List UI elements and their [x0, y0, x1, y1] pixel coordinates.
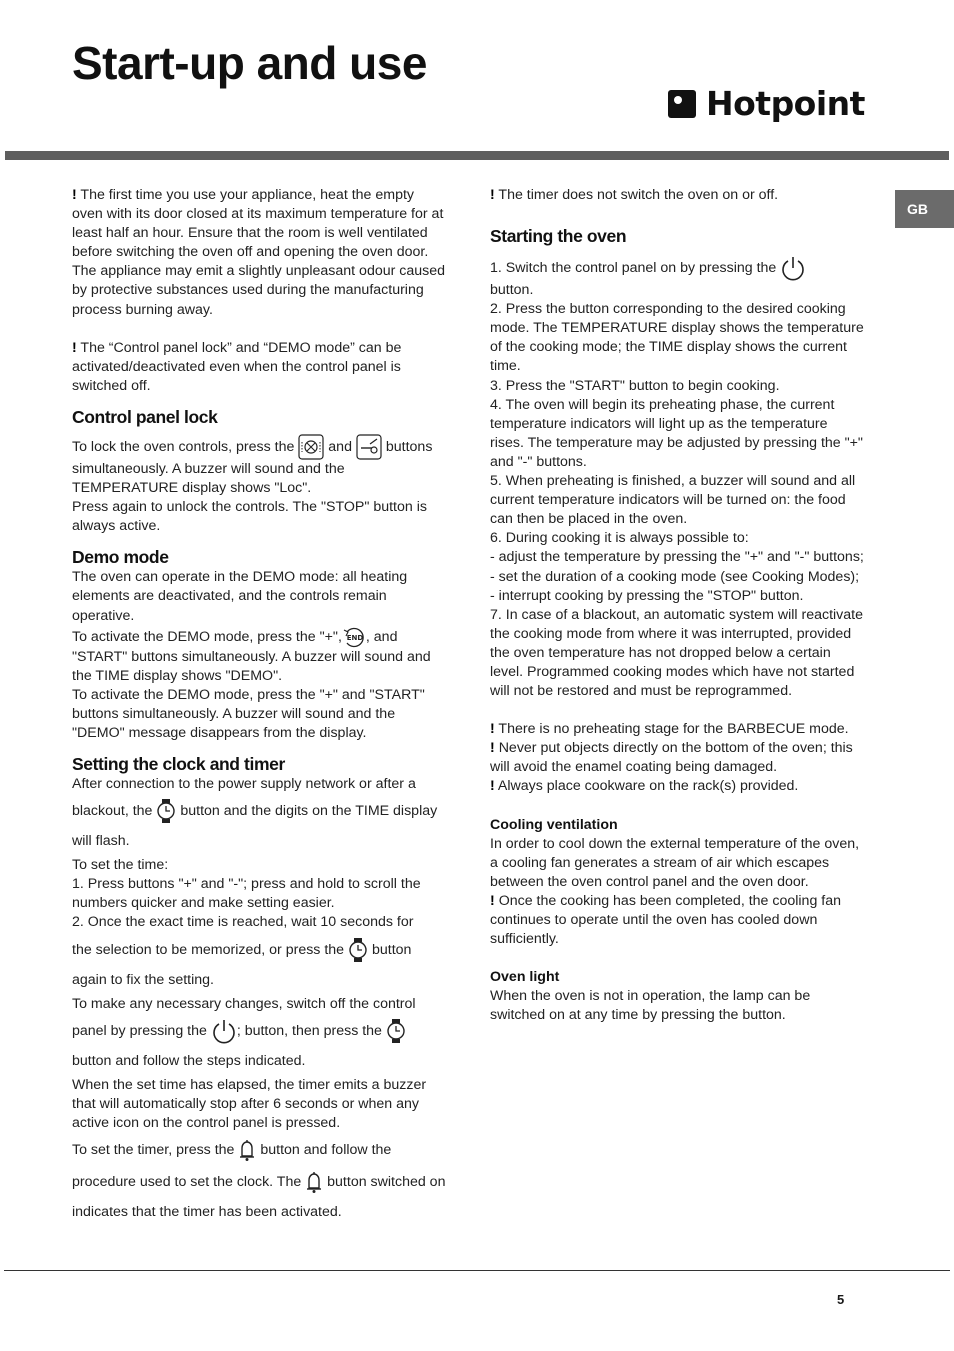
clock-text-3: To set the time: — [72, 857, 169, 874]
timer-note: ! The timer does not switch the oven on or off. — [490, 187, 779, 203]
start-step-6a: - adjust the temperature by pressing the "+" and "-" buttons; — [490, 549, 864, 566]
control-panel-lock-text: To lock the oven controls, press the and buttons simultaneously. A buzzer will sound and the TEMPERATURE display shows "Loc". — [72, 434, 446, 498]
language-tab: GB — [895, 190, 954, 228]
clock-text-5: 2. Once the exact time is reached, wait 10 seconds for — [72, 914, 414, 931]
clock-text-10: To set the timer, press the button and follow the — [72, 1135, 446, 1165]
start-step-2: 2. Press the button corresponding to the desired cooking mode. The TEMPERATURE display shows the temperature of the cooking mode; the TIME display shows the current time. — [490, 301, 864, 375]
cooling-ventilation-heading: Cooling ventilation — [490, 816, 618, 833]
control-panel-unlock-text: Press again to unlock the controls. The "STOP" button is always active. — [72, 499, 427, 535]
start-step-1: 1. Switch the control panel on by pressing the button. — [490, 255, 864, 300]
header-rule — [5, 151, 949, 160]
clock-text-7: To make any necessary changes, switch off the control — [72, 995, 416, 1012]
lock-demo-note: ! The “Control panel lock” and “DEMO mode” can be activated/deactivated even when the control panel is switched off. — [72, 339, 402, 394]
oven-light-heading: Oven light — [490, 969, 560, 986]
brand-logo — [668, 86, 865, 122]
probe-button-icon — [356, 434, 382, 460]
clock-text-2: blackout, the button and the digits on the TIME display will flash. — [72, 796, 446, 856]
control-panel-lock-heading: Control panel lock — [72, 406, 218, 427]
demo-mode-text-1: The oven can operate in the DEMO mode: all heating elements are deactivated, and the controls remain operative. — [72, 569, 408, 624]
clock-text-1: After connection to the power supply network or after a — [72, 776, 416, 793]
bell-icon — [238, 1138, 256, 1162]
power-icon — [211, 1018, 237, 1044]
start-step-5: 5. When preheating is finished, a buzzer will sound and all current temperature indicators will be turned on: the food can then be placed in the oven. — [490, 473, 856, 528]
start-step-4: 4. The oven will begin its preheating phase, the current temperature indicators will light up as the temperature rises. The temperature may be adjusted by pressing the "+" and "-" buttons. — [490, 396, 863, 470]
start-step-6b: - set the duration of a cooking mode (see Cooking Modes); — [490, 568, 860, 585]
clock-icon — [348, 937, 368, 963]
barbecue-note: ! There is no preheating stage for the BARBECUE mode. — [490, 721, 849, 738]
svg-text:END: END — [346, 633, 364, 642]
enamel-note: ! Never put objects directly on the bottom of the oven; this will avoid the enamel coating being damaged. — [490, 740, 853, 776]
clock-icon — [386, 1018, 406, 1044]
page-title: Start-up and use — [72, 37, 427, 89]
start-step-6c: - interrupt cooking by pressing the "STOP" button. — [490, 587, 804, 604]
demo-mode-text-2: To activate the DEMO mode, press the "+", END , and "START" buttons simultaneously. A buzzer will sound and the TIME display shows "DEMO". — [72, 626, 446, 686]
clock-icon — [156, 798, 176, 824]
first-use-note: ! The first time you use your appliance, heat the empty oven with its door closed at its maximum temperature for at least half an hour. Ensure that the room is well ventilated before switching the oven off and opening the oven door. The appliance may emit a slightly unpleasant odour caused by protective substances used during the manufacturing process burning away. — [72, 187, 446, 318]
hotpoint-logo-icon — [668, 90, 696, 118]
demo-mode-heading: Demo mode — [72, 547, 169, 568]
footer-rule — [4, 1270, 950, 1271]
page-number: 5 — [837, 1292, 845, 1307]
fan-grid-button-icon — [298, 434, 324, 460]
right-column — [490, 186, 864, 1025]
clock-text-6: the selection to be memorized, or press the button again to fix the setting. — [72, 935, 446, 995]
start-step-7: 7. In case of a blackout, an automatic system will reactivate the cooking mode from where it was interrupted, provided the oven temperature has not dropped below a certain level. Programmed cooking modes which have not started will not be restored and must be reprogrammed. — [490, 606, 863, 700]
cooling-text: In order to cool down the external temperature of the oven, a cooling fan generates a stream of air which escapes between the oven control panel and the oven door. — [490, 835, 860, 890]
start-step-3: 3. Press the "START" button to begin cooking. — [490, 377, 780, 394]
starting-oven-heading: Starting the oven — [490, 226, 627, 247]
end-button-icon — [342, 626, 366, 648]
clock-text-9: When the set time has elapsed, the timer emits a buzzer that will automatically stop after 6 seconds or when any active icon on the control panel is pressed. — [72, 1076, 427, 1131]
cookware-note: ! Always place cookware on the rack(s) provided. — [490, 778, 799, 795]
power-icon — [780, 255, 806, 281]
cooling-note: ! Once the cooking has been completed, the cooling fan continues to operate until the oven has cooled down sufficiently. — [490, 892, 841, 948]
brand-name: Hotpoint — [706, 84, 865, 123]
demo-mode-text-3: To activate the DEMO mode, press the "+" and "START" buttons simultaneously. A buzzer will sound and the "DEMO" message disappears from the display. — [72, 686, 425, 741]
clock-timer-heading: Setting the clock and timer — [72, 754, 285, 775]
bell-icon — [305, 1170, 323, 1194]
start-step-6: 6. During cooking it is always possible to: — [490, 530, 749, 547]
clock-text-11: procedure used to set the clock. The button switched on indicates that the timer has been activated. — [72, 1167, 446, 1227]
clock-text-8: panel by pressing the ; button, then press the button and follow the steps indicated. — [72, 1016, 446, 1076]
left-column — [72, 186, 446, 1227]
oven-light-text: When the oven is not in operation, the lamp can be switched on at any time by pressing the button. — [490, 988, 811, 1024]
clock-text-4: 1. Press buttons "+" and "-"; press and hold to scroll the numbers quicker and make setting easier. — [72, 876, 421, 912]
